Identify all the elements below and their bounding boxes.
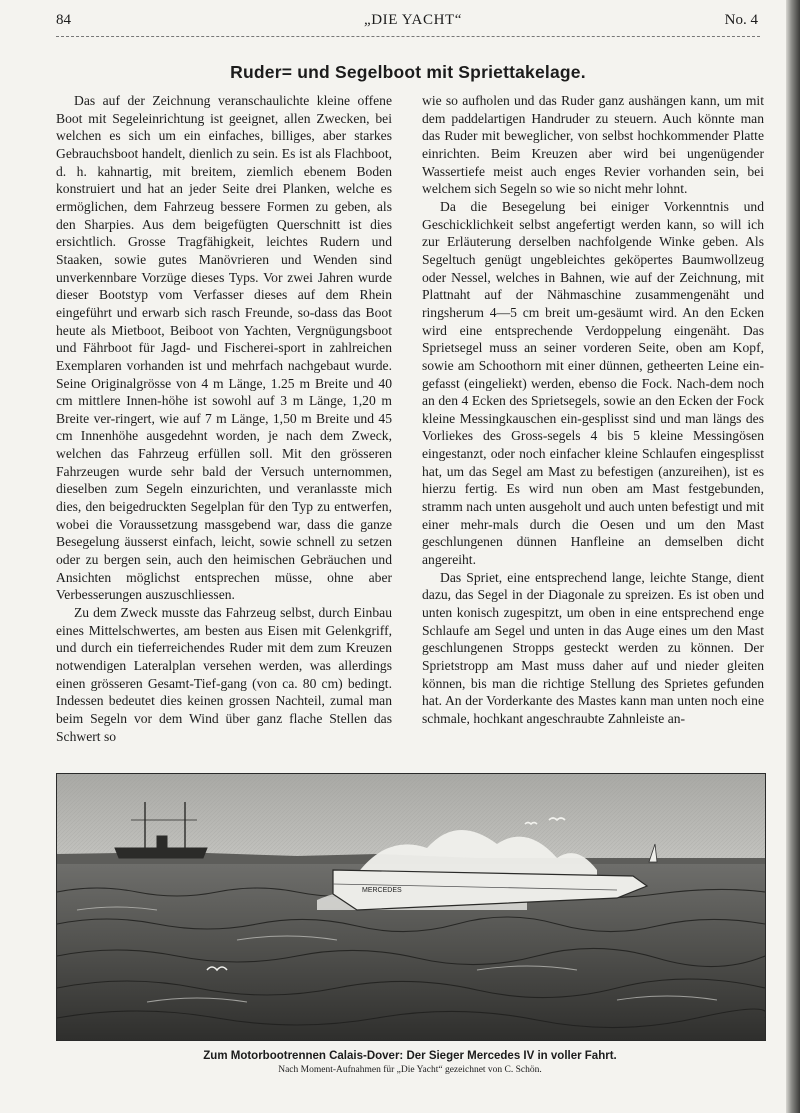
- paragraph: Da die Besegelung bei einiger Vorkenntnis und Geschicklichkeit selbst angefertigt werden kann, so will ich zur Erläuterung derselben nachfolgende Winke geben. Als Segeltuch genügt ungebleichtes geköpertes Baumwollzeug oder Nessel, welches in Bahnen, wie auf der Zeichnung, mit Plattnaht auf der Nähmaschine zusammengenäht und ringsherum 4—5 cm breit um-gesäumt wird. An den Ecken wird eine entsprechende Verdoppelung eingenäht. Das Sprietsegel muss an seiner vorderen Seite, oben am Kopf, sowie am Schoothorn mit einer dünnen, getheerten Leine ein-gefasst (eingeliekt) werden, ebenso die Fock. Nach-dem noch an den 4 Ecken des Sprietsegels, sowie an den Ecken der Fock kleine Messingkauschen ein-gesplisst sind und man längs des Vorliekes des Gross-segels 4 bis 5 kleine Messingösen eingestanzt, oder noch einfacher kleine Schlaufen eingesplisst hat, um das Segel am Mast zu befestigen (anzureihen), ist es hierzu fertig. Es wird nun oben am Mast festgebunden, stramm nach unten ausgeholt und auch unten befestigt und mit einer mehr-mals durch die Oesen und um den Mast geschlungenen dünnen Hanfleine an demselben dicht angereiht.: [422, 198, 764, 568]
- illustration-drawing: [57, 774, 765, 1040]
- right-text-column: [422, 92, 764, 728]
- issue-number: No. 4: [724, 12, 758, 28]
- page-binding-shadow: [786, 0, 800, 1113]
- figure-caption: [56, 1049, 764, 1077]
- boat-name-label: MERCEDES: [362, 887, 402, 894]
- left-text-column: [56, 92, 392, 745]
- journal-title: „DIE YACHT“: [363, 12, 463, 28]
- caption-main: Zum Motorbootrennen Calais-Dover: Der Sieger Mercedes IV in voller Fahrt.: [203, 1050, 617, 1062]
- page-number: 84: [56, 12, 71, 28]
- header-rule: [56, 36, 760, 37]
- paragraph: wie so aufholen und das Ruder ganz aushängen kann, um mit dem paddelartigen Handruder zu steuern. Auch könnte man das Ruder mit beweglicher, von selbst hochkommender Platte einrichten. Beim Kreuzen aber wird bei ungenügender Wassertiefe meist auch enges Revier vorhanden sein, bei welchem sich Segeln so wie so nicht mehr lohnt.: [422, 93, 764, 197]
- article-title: Ruder= und Segelboot mit Spriettakelage.: [230, 62, 586, 82]
- motorboat-illustration: [56, 773, 766, 1041]
- paragraph: Zu dem Zweck musste das Fahrzeug selbst, durch Einbau eines Mittelschwertes, am besten aus Eisen mit Gelenkgriff, und durch ein tieferreichendes Ruder mit dem zum Kreuzen notwendigen Lateralplan versehen werden, was allerdings einen grösseren Gesamt-Tief-gang (von ca. 80 cm) bedingt. Indessen bedeutet dies keinen grossen Nachteil, zumal man beim Segeln vor dem Wind über ganz flache Stellen das Schwert so: [56, 605, 392, 744]
- paragraph: Das Spriet, eine entsprechend lange, leichte Stange, dient dazu, das Segel in der Diagonale zu spreizen. Es ist oben und unten konisch zugespitzt, um oben in eine entsprechend enge Schlaufe am Segel und unten in das Auge eines um den Mast geschlungenen Stropps gesteckt werden zu können. Der Sprietstropp am Mast muss daher auf und nieder gleiten können, bis man die richtige Stellung des Sprietes gefunden hat. An der Vorderkante des Mastes kann man unten noch eine schmale, hochkant angeschraubte Zahnleiste an-: [422, 569, 764, 726]
- running-header: [56, 6, 770, 32]
- caption-credit: Nach Moment-Aufnahmen für „Die Yacht“ gezeichnet von C. Schön.: [278, 1065, 542, 1075]
- paragraph: Das auf der Zeichnung veranschaulichte kleine offene Boot mit Segeleinrichtung ist geeignet, allen Zwecken, bei welchen es sich um ein einfaches, billiges, aber starkes Gebrauchsboot handelt, dienlich zu sein. Es ist als Flachboot, d. h. kahnartig, mit breitem, ziemlich ebenem Boden konstruiert und hat an jeder Seite drei Planken, welche es ermöglichen, dem Fahrzeug bessere Formen zu geben, als den Sharpies. Aus dem beigefügten Querschnitt ist dies ersichtlich. Grosse Tragfähigkeit, leichtes Rudern und Staaken, sowie gutes Manövrieren und Wenden sind unverkennbare Vorzüge dieses Typs. Vor zwei Jahren wurde dieser Bootstyp vom Verfasser dieses auf dem Rhein eingeführt und erwarb sich rasch Freunde, so-dass das Boot heute als Mietboot, Beiboot von Yachten, Vergnügungsboot und Fährboot für Jagd- und Fischerei-sport in zahlreichen Exemplaren vorhanden ist und mehrfach nachgebaut wurde. Seine Originalgrösse von 4 m Länge, 1.25 m Breite und 40 cm mittlere Innen-höhe ist sowohl auf 3 m Länge, 1,20 m Breite ver-ringert, wie auf 7 m Länge, 1,50 m Breite und 45 cm Innenhöhe ausgedehnt worden, je nach dem Zweck, welchen das Fahrzeug erfüllen soll. Mit den grösseren Fahrzeugen wurde sehr bald der Versuch unternommen, dieselben zum Segeln einzurichten, und veranlasste mich dies, den beigedruckten Segelplan für den Typ zu entwerfen, wobei die Voraussetzung massgebend war, dass die ganze Besegelung äusserst einfach, leicht, sowie schnell zu setzen oder zu bergen sein, auch den heimischen Gebräuchen und Ansichten möglichst entsprechen müsse, ohne aber Verbesserungen auszuschliessen.: [56, 93, 392, 603]
